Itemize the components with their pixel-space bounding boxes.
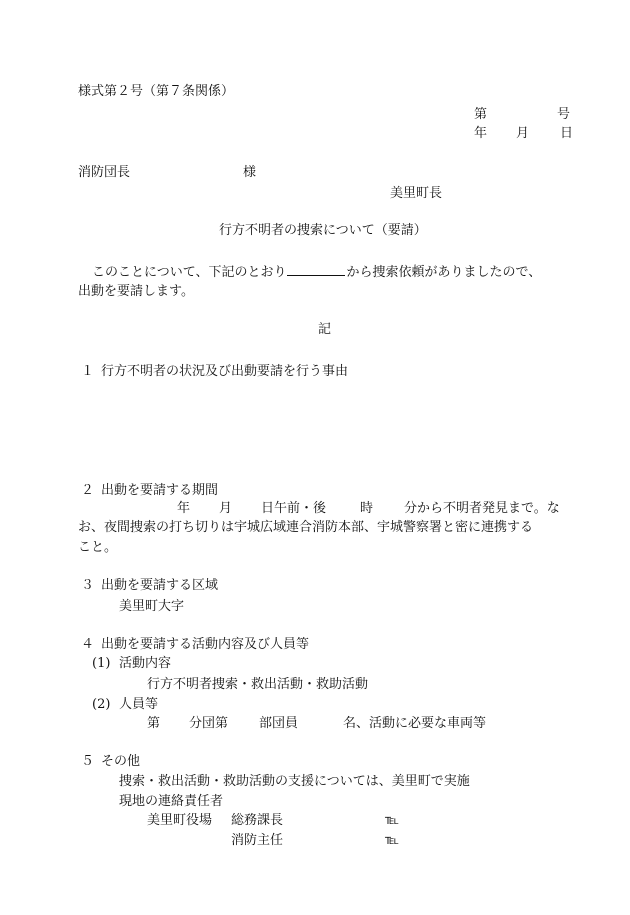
contact-role-2: 消防主任: [231, 833, 284, 848]
section-2-num: ２: [81, 483, 95, 498]
period-month: 月: [219, 501, 233, 516]
sender: 美里町長: [390, 186, 443, 201]
intro-part1: このことについて、下記のとおり: [92, 265, 287, 280]
addressee-honorific: 様: [243, 165, 257, 180]
intro-part2: から捜索依頼がありましたので、: [346, 265, 542, 280]
period-minute-tail: 分から不明者発見まで。な: [404, 501, 560, 516]
doc-number-prefix: 第: [474, 107, 488, 122]
period-hour: 時: [360, 501, 374, 516]
section-4-sub1-num: (1): [92, 656, 111, 671]
section-3-title: 出動を要請する区域: [101, 578, 219, 593]
contact-tel-2: ℡: [385, 833, 399, 848]
subject: 行方不明者の捜索について（要請）: [219, 223, 427, 238]
section-2-line2: お、夜間捜索の打ち切りは宇城広域連合消防本部、宇城警察署と密に連携する: [78, 520, 534, 535]
section-1-title: 行方不明者の状況及び出動要請を行う事由: [101, 364, 349, 379]
section-4-sub2-title: 人員等: [119, 697, 159, 712]
section-5-num: ５: [81, 754, 95, 769]
personnel-dai: 第: [147, 716, 161, 731]
date-day: 日: [560, 126, 574, 141]
section-2-line3: こと。: [78, 540, 118, 555]
period-day-ampm: 日午前・後: [261, 501, 327, 516]
personnel-mei: 名、活動に必要な車両等: [343, 716, 487, 731]
period-year: 年: [177, 501, 191, 516]
section-2-title: 出動を要請する期間: [101, 483, 219, 498]
contact-role-1: 総務課長: [231, 813, 284, 828]
section-5-support: 捜索・救出活動・救助活動の支援については、美里町で実施: [119, 774, 470, 789]
section-4-num: ４: [81, 637, 95, 652]
section-3-area: 美里町大字: [119, 599, 185, 614]
contact-office: 美里町役場: [147, 813, 213, 828]
requester-blank[interactable]: [287, 262, 345, 276]
date-year: 年: [474, 126, 488, 141]
intro-line2: 出動を要請します。: [78, 284, 194, 299]
section-4-sub1-title: 活動内容: [119, 656, 172, 671]
contact-tel-1: ℡: [385, 813, 399, 828]
section-4-sub1-content: 行方不明者捜索・救出活動・救助活動: [147, 677, 369, 692]
form-title: 様式第２号（第７条関係）: [78, 84, 235, 99]
section-3-num: ３: [81, 578, 95, 593]
section-5-title: その他: [101, 754, 141, 769]
addressee: 消防団長: [78, 165, 131, 180]
date-month: 月: [516, 126, 530, 141]
section-1-num: １: [81, 364, 95, 379]
personnel-buindan: 部団員: [259, 716, 299, 731]
section-5-contact-heading: 現地の連絡責任者: [119, 794, 224, 809]
personnel-bundan: 分団第: [189, 716, 229, 731]
intro-line1: [92, 262, 541, 281]
section-4-sub2-num: (2): [92, 697, 111, 712]
doc-number-suffix: 号: [557, 107, 571, 122]
ki-heading: 記: [318, 322, 332, 337]
section-4-title: 出動を要請する活動内容及び人員等: [101, 637, 310, 652]
